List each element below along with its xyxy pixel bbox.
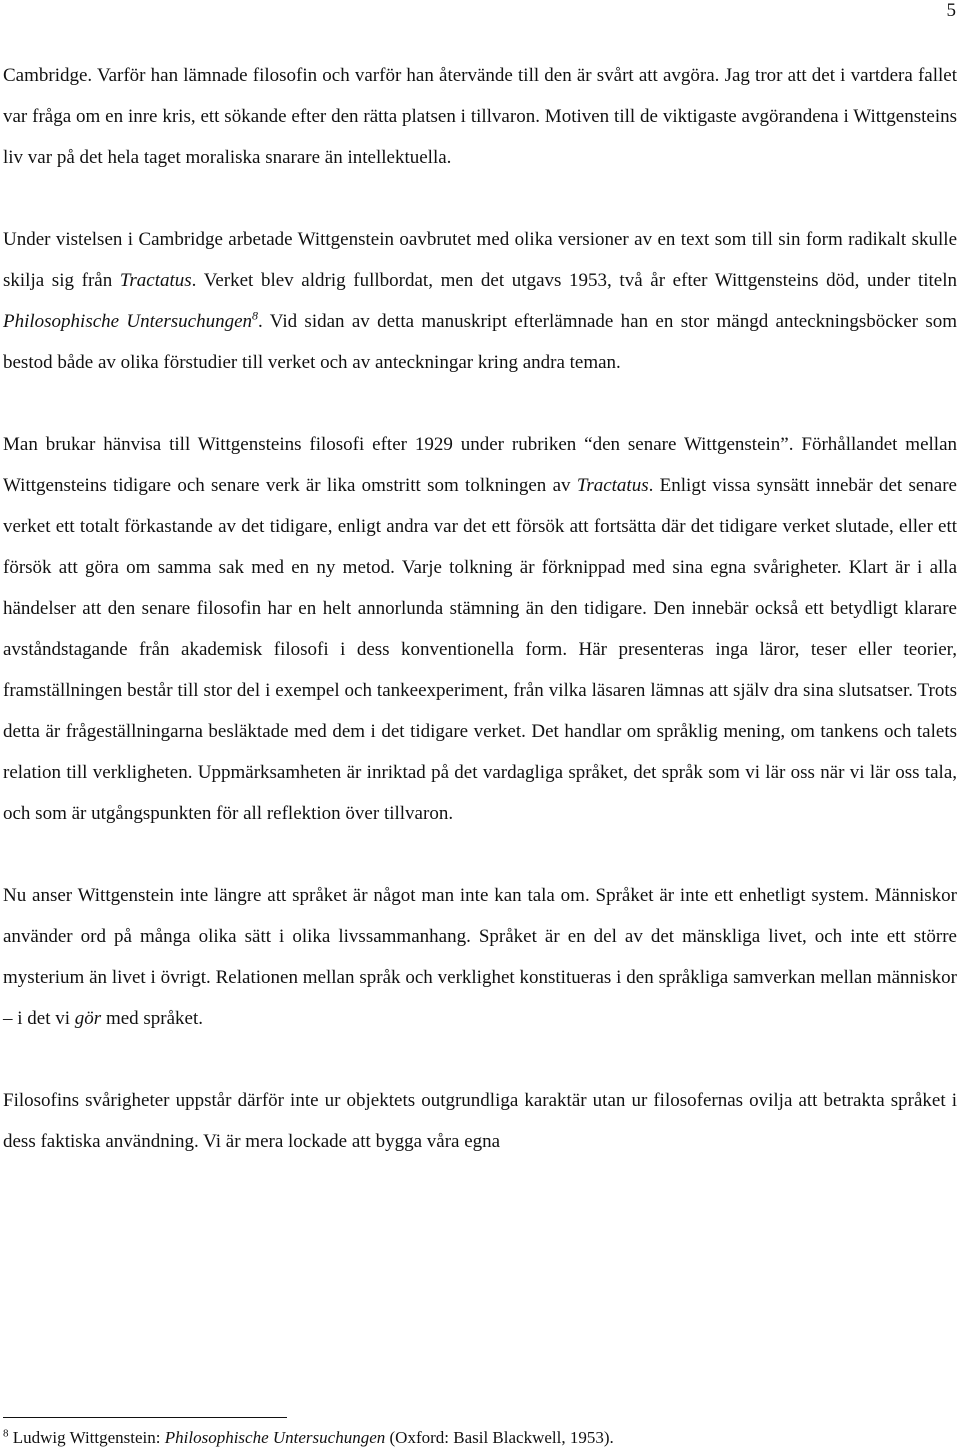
footnote-reference: 8: [252, 308, 259, 323]
body-text: [3, 55, 957, 1162]
tractatus-title: Tractatus: [119, 270, 192, 291]
page-number: 5: [946, 0, 956, 21]
paragraph-3-part-1: Man brukar hänvisa till Wittgensteins filosofi efter 1929 under rubriken “den senare Wittgenstein”. Förhållandet mellan Wittgensteins tidigare och senare verk är lika omstritt som tolkningen av: [3, 434, 957, 496]
paragraph-3: [3, 424, 957, 834]
paragraph-4-part-2: med språket.: [101, 1008, 204, 1029]
footnote-divider: [3, 1417, 287, 1418]
paragraph-2-part-2: . Verket blev aldrig fullbordat, men det utgavs 1953, två år efter Wittgensteins död, under titeln: [191, 270, 957, 291]
paragraph-2: [3, 219, 957, 383]
paragraph-2-part-3: . Vid sidan av detta manuskript efterlämnade han en stor mängd anteckningsböcker som bestod både av olika förstudier till verket och av anteckningar kring andra teman.: [3, 311, 957, 373]
footnote: [3, 1427, 957, 1449]
paragraph-5: Filosofins svårigheter uppstår därför inte ur objektets outgrundliga karaktär utan ur filosofernas ovilja att betrakta språket i dess faktiska användning. Vi är mera lockade att bygga våra egna: [3, 1090, 957, 1152]
footnote-author: Ludwig Wittgenstein:: [12, 1428, 165, 1447]
untersuchungen-title: Philosophische Untersuchungen: [3, 311, 253, 332]
paragraph-1: Cambridge. Varför han lämnade filosofin och varför han återvände till den är svårt att avgöra. Jag tror att det i vartdera fallet var fråga om en inre kris, ett sökande efter den rätta platsen i tillvaron. Motiven till de viktigaste avgörandena i Wittgensteins liv var på det hela taget moraliska snarare än intellektuella.: [3, 65, 957, 168]
tractatus-title: Tractatus: [576, 475, 649, 496]
footnote-number: 8: [3, 1427, 9, 1440]
paragraph-4: [3, 875, 957, 1039]
emphasis-gor: gör: [74, 1008, 102, 1029]
footnote-publication: (Oxford: Basil Blackwell, 1953).: [385, 1428, 614, 1447]
paragraph-4-part-1: Nu anser Wittgenstein inte längre att språket är något man inte kan tala om. Språket är inte ett enhetligt system. Människor använder ord på många olika sätt i olika livssammanhang. Språket är en del av det mänskliga livet, och inte ett större mysterium än livet i övrigt. Relationen mellan språk och verklighet konstitueras i den språkliga samverkan mellan människor – i det vi: [3, 885, 957, 1029]
footnote-title: Philosophische Untersuchungen: [164, 1428, 386, 1447]
paragraph-3-part-2: . Enligt vissa synsätt innebär det senare verket ett totalt förkastande av det tidigare, enligt andra var det ett försök att fortsätta där det tidigare verket slutade, eller ett försök att göra om samma sak med en ny metod. Varje tolkning är förknippad med sina egna svårigheter. Klart är i alla händelser att den senare filosofin har en helt annorlunda stämning än den tidigare. Den innebär också ett betydligt klarare avståndstagande från akademisk filosofi i dess konventionella form. Här presenteras inga läror, teser eller teorier, framställningen består till stor del i exempel och tankeexperiment, från vilka läsaren lämnas att själv dra sina slutsatser. Trots detta är frågeställningarna besläktade med dem i det tidigare verket. Det handlar om språklig mening, om tankens och talets relation till verkligheten. Uppmärksamheten är inriktad på det vardagliga språket, det språk som vi lär oss när vi lär oss tala, och som är utgångspunkten för all reflektion över tillvaron.: [3, 475, 957, 824]
paragraph-2-part-1: Under vistelsen i Cambridge arbetade Wittgenstein oavbrutet med olika versioner av en text som till sin form radikalt skulle skilja sig från: [3, 229, 957, 291]
